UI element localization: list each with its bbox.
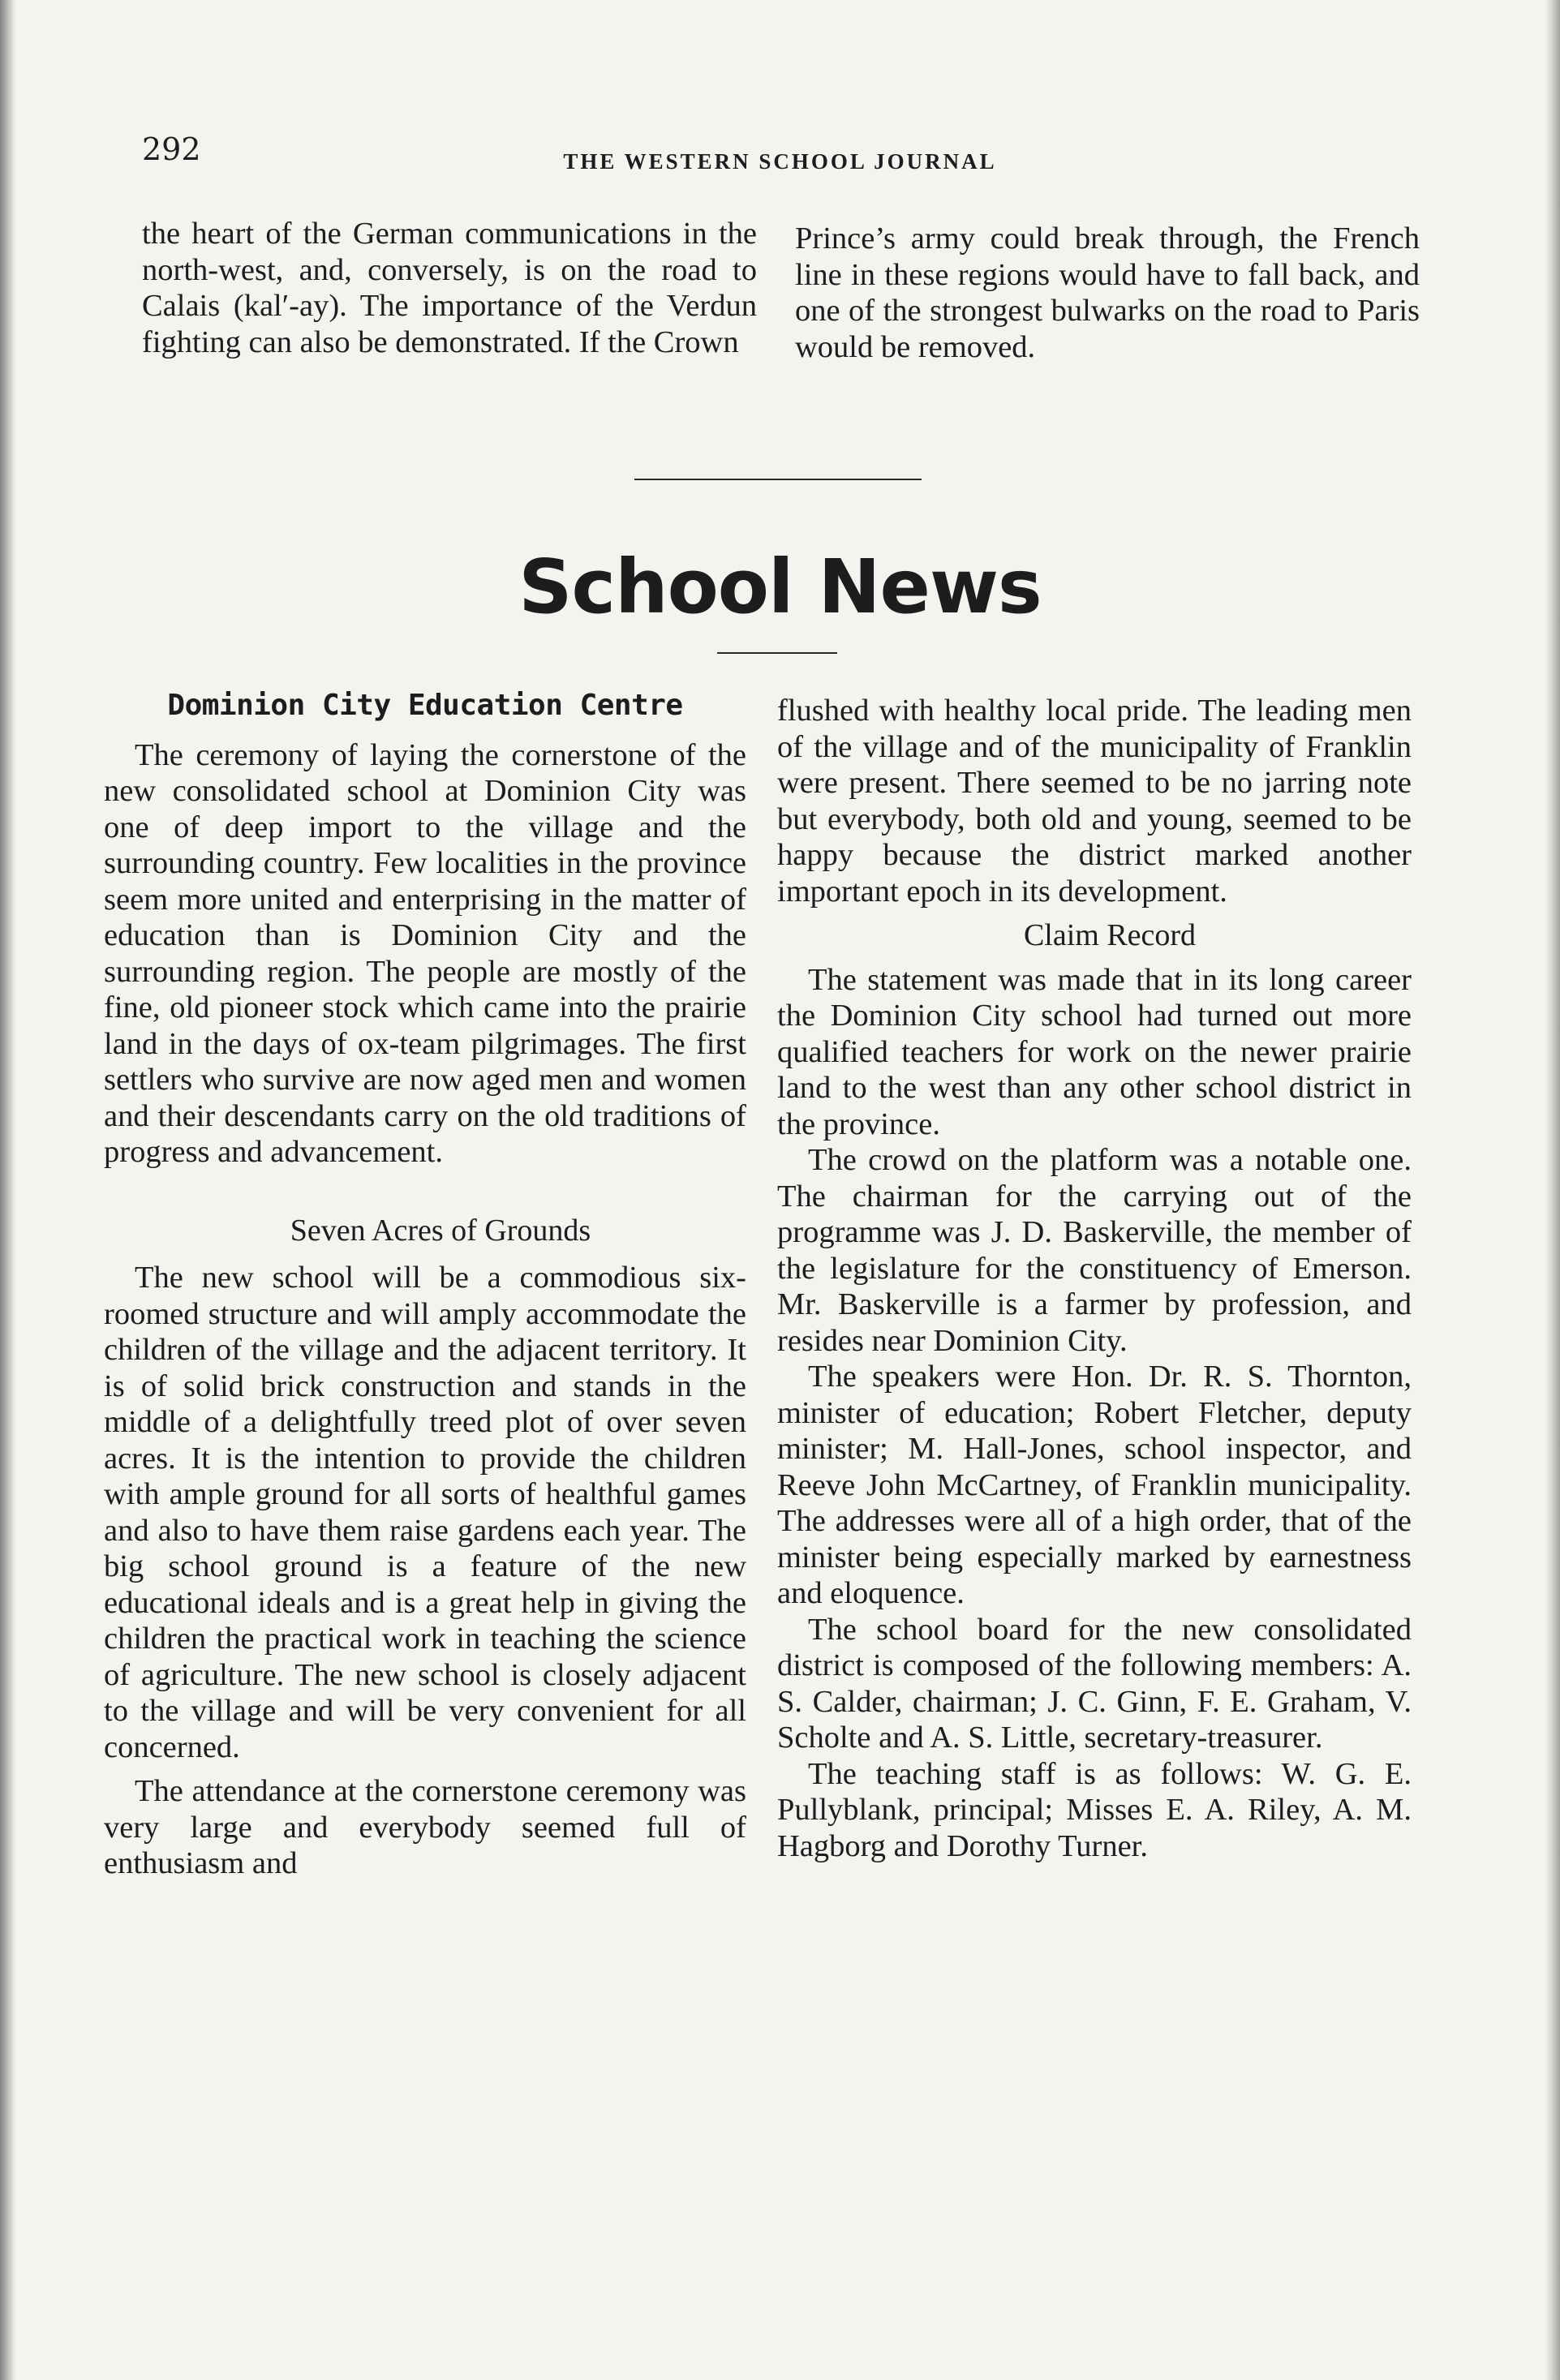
article-paragraph: The ceremony of laying the cornerstone of the new consolidated school at Dominion City was one of deep import to the village and the surrounding country. Few localities in the province seem more united and enterprising in the matter of education than is Dominion City and the surrounding region. The people are mostly of the fine, old pioneer stock which came into the prairie land in the days of ox-team pilgrimages. The first settlers who survive are now aged men and women and their descendants carry on the old traditions of progress and advancement. xyxy=(104,737,746,1169)
subheading-claim-record: Claim Record xyxy=(1023,918,1197,952)
section-title: School News xyxy=(518,543,1042,630)
paragraph-gap xyxy=(104,1248,746,1260)
article-paragraph: The crowd on the platform was a notable one. The chairman for the carrying out of the programme was J. D. Baskerville, the member of the legislature for the constituency of Emerson. Mr. Baskerville is a farmer by profession, and resides near Dominion City. xyxy=(777,1143,1412,1358)
previous-article-text-right: Prince’s army could break through, the French line in these regions would have to fall back, and one of the strongest bulwarks on the road to Paris would be removed. xyxy=(795,221,1420,364)
paragraph-gap xyxy=(104,1765,746,1773)
scan-edge-left xyxy=(0,0,18,2380)
article-heading: Dominion City Education Centre xyxy=(167,689,683,722)
article-left-column xyxy=(104,688,746,1882)
article-paragraph: The new school will be a commodious six-roomed structure and will amply accommodate the children of the village and the adjacent territory. It is of solid brick construction and stands in the middle of a delightfully treed plot of over seven acres. It is the intention to provide the children with ample ground for all sorts of healthful games and also to have them raise gardens each year. The big school ground is a feature of the new educational ideals and is a great help in giving the children the practical work in teaching the science of agriculture. The new school is closely adjacent to the village and will be very convenient for all concerned. xyxy=(104,1261,746,1764)
page-number: 292 xyxy=(142,131,201,167)
article-paragraph: The statement was made that in its long career the Dominion City school had turned out more qualified teachers for work on the newer prairie land to the west than any other school district in the province. xyxy=(777,962,1412,1141)
article-paragraph: The teaching staff is as follows: W. G. E. Pullyblank, principal; Misses E. A. Riley, A. M. Hagborg and Dorothy Turner. xyxy=(777,1756,1412,1863)
scan-edge-right xyxy=(1545,0,1560,2380)
article-paragraph: The attendance at the cornerstone ceremony was very large and everybody seemed full of enthusiasm and xyxy=(104,1774,746,1880)
article-paragraph-continued: flushed with healthy local pride. The leading men of the village and of the municipality of Franklin were present. There seemed to be no jarring note but everybody, both old and young, seemed to be happy because the district marked another important epoch in its development. xyxy=(777,694,1412,909)
journal-running-head: THE WESTERN SCHOOL JOURNAL xyxy=(563,149,997,174)
title-underline-rule xyxy=(717,652,837,654)
previous-article-text-left: the heart of the German communications in the north-west, and, conversely, is on the road to Calais (kal′-ay). The importance of the Verdun fighting can also be demonstrated. If the Crown xyxy=(142,217,757,359)
article-paragraph: The school board for the new consolidated district is composed of the following members: A. S. Calder, chairman; J. C. Ginn, F. E. Graham, V. Scholte and A. S. Little, secretary-treasurer. xyxy=(777,1612,1412,1755)
article-right-column xyxy=(777,693,1412,1864)
paragraph-gap xyxy=(777,909,1412,917)
section-divider-rule xyxy=(634,479,922,480)
subheading-seven-acres: Seven Acres of Grounds xyxy=(290,1213,591,1248)
paragraph-gap xyxy=(777,954,1412,962)
article-paragraph: The speakers were Hon. Dr. R. S. Thornton, minister of education; Robert Fletcher, deputy minister; M. Hall-Jones, school inspector, and Reeve John McCartney, of Franklin municipality. The addresses were all of a high order, that of the minister being especially marked by earnestness and eloquence. xyxy=(777,1360,1412,1610)
previous-article-right-column xyxy=(795,221,1420,365)
paragraph-gap xyxy=(104,1171,746,1213)
previous-article-left-column xyxy=(142,216,757,360)
